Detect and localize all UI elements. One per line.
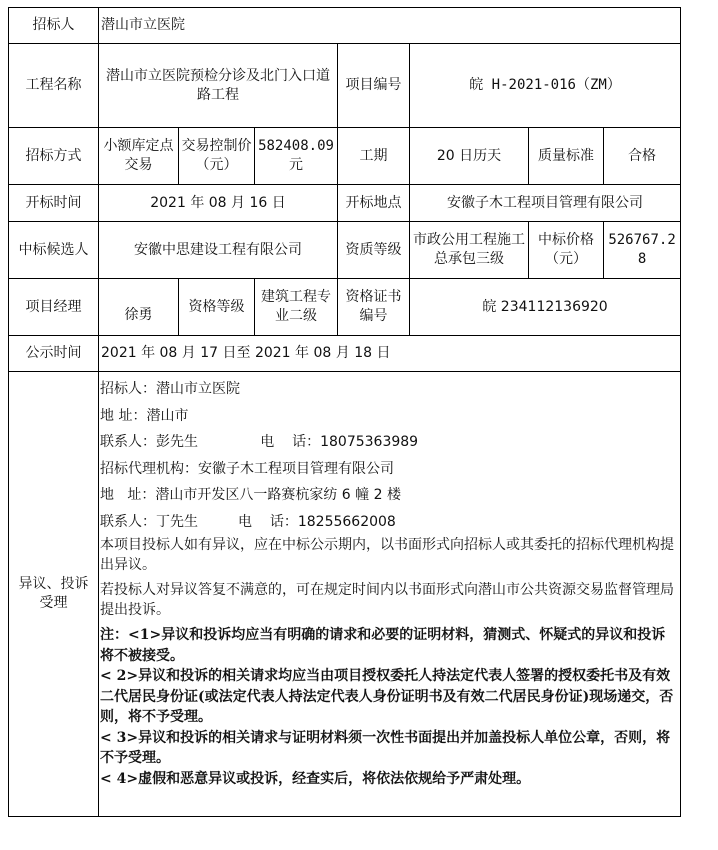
contact-block xyxy=(100,372,678,620)
tenderer-value: 潜山市立医院 xyxy=(99,8,681,44)
bid-method-value: 小额库定点交易 xyxy=(99,128,179,185)
bid-price-value: 526767.28 xyxy=(604,222,681,279)
open-time-value: 2021 年 08 月 16 日 xyxy=(99,185,338,222)
quality-label: 质量标准 xyxy=(529,128,604,185)
contact-line: 地 址：潜山市开发区八一路赛杭家纺 6 幢 2 楼 xyxy=(100,487,401,503)
control-price-label: 交易控制价（元） xyxy=(179,128,255,185)
control-price-value: 582408.09元 xyxy=(255,128,338,185)
project-no-value: 皖 H-2021-016（ZM） xyxy=(410,44,681,128)
project-name-value: 潜山市立医院预检分诊及北门入口道路工程 xyxy=(99,44,338,128)
duration-label: 工期 xyxy=(338,128,410,185)
objection-label: 异议、投诉受理 xyxy=(9,372,99,817)
project-no-label: 项目编号 xyxy=(338,44,410,128)
complaint-paragraph: 若投标人对异议答复不满意的，可在规定时间内以书面形式向潜山市公共资源交易监督管理局提出投诉。 xyxy=(100,582,674,618)
manager-value: 徐勇 xyxy=(99,279,179,336)
bid-price-label: 中标价格（元） xyxy=(529,222,604,279)
contact-line: 招标代理机构：安徽子木工程项目管理有限公司 xyxy=(100,460,394,477)
contact-line: 地 址：潜山市 xyxy=(100,407,189,424)
contact-line: 联系人：彭先生 电 话：18075363989 xyxy=(100,434,419,450)
candidate-value: 安徽中思建设工程有限公司 xyxy=(99,222,338,279)
contact-line: 招标人：潜山市立医院 xyxy=(100,381,240,397)
duration-value: 20 日历天 xyxy=(410,128,529,185)
note-3: < 3>异议和投诉的相关请求与证明材料须一次性书面提出并加盖投标人单位公章，否则，将不予受理。 xyxy=(100,729,671,766)
tenderer-label: 招标人 xyxy=(9,8,99,44)
open-place-label: 开标地点 xyxy=(338,185,410,222)
open-time-label: 开标时间 xyxy=(9,185,99,222)
qualification-label: 资质等级 xyxy=(338,222,410,279)
note-4: < 4>虚假和恶意异议或投诉，经查实后，将依法依规给予严肃处理。 xyxy=(100,770,531,787)
project-name-label: 工程名称 xyxy=(9,44,99,128)
objection-content xyxy=(99,372,681,817)
quality-value: 合格 xyxy=(604,128,681,185)
contact-line: 联系人：丁先生 电 话：18255662008 xyxy=(100,513,396,530)
open-place-value: 安徽子木工程项目管理有限公司 xyxy=(410,185,681,222)
cert-no-value: 皖 234112136920 xyxy=(410,279,681,336)
note-2: < 2>异议和投诉的相关请求均应当由项目授权委托人持法定代表人签署的授权委托书及有效二代居民身份证(或法定代表人持法定代表人身份证明书及有效二代居民身份证)现场递交，否则，将不予受理。 xyxy=(100,668,674,725)
bid-method-label: 招标方式 xyxy=(9,128,99,185)
publicity-label: 公示时间 xyxy=(9,336,99,372)
qualification-value: 市政公用工程施工总承包三级 xyxy=(410,222,529,279)
manager-label: 项目经理 xyxy=(9,279,99,336)
publicity-value: 2021 年 08 月 17 日至 2021 年 08 月 18 日 xyxy=(99,336,681,372)
candidate-label: 中标候选人 xyxy=(9,222,99,279)
note-1: 注：<1>异议和投诉均应当有明确的请求和必要的证明材料，猜测式、怀疑式的异议和投诉将不被接受。 xyxy=(100,627,666,664)
manager-grade-value: 建筑工程专业二级 xyxy=(255,279,338,336)
bid-result-table xyxy=(8,7,681,817)
objection-paragraph: 本项目投标人如有异议，应在中标公示期内，以书面形式向招标人或其委托的招标代理机构提出异议。 xyxy=(100,537,674,573)
manager-grade-label: 资格等级 xyxy=(179,279,255,336)
cert-no-label: 资格证书编号 xyxy=(338,279,410,336)
